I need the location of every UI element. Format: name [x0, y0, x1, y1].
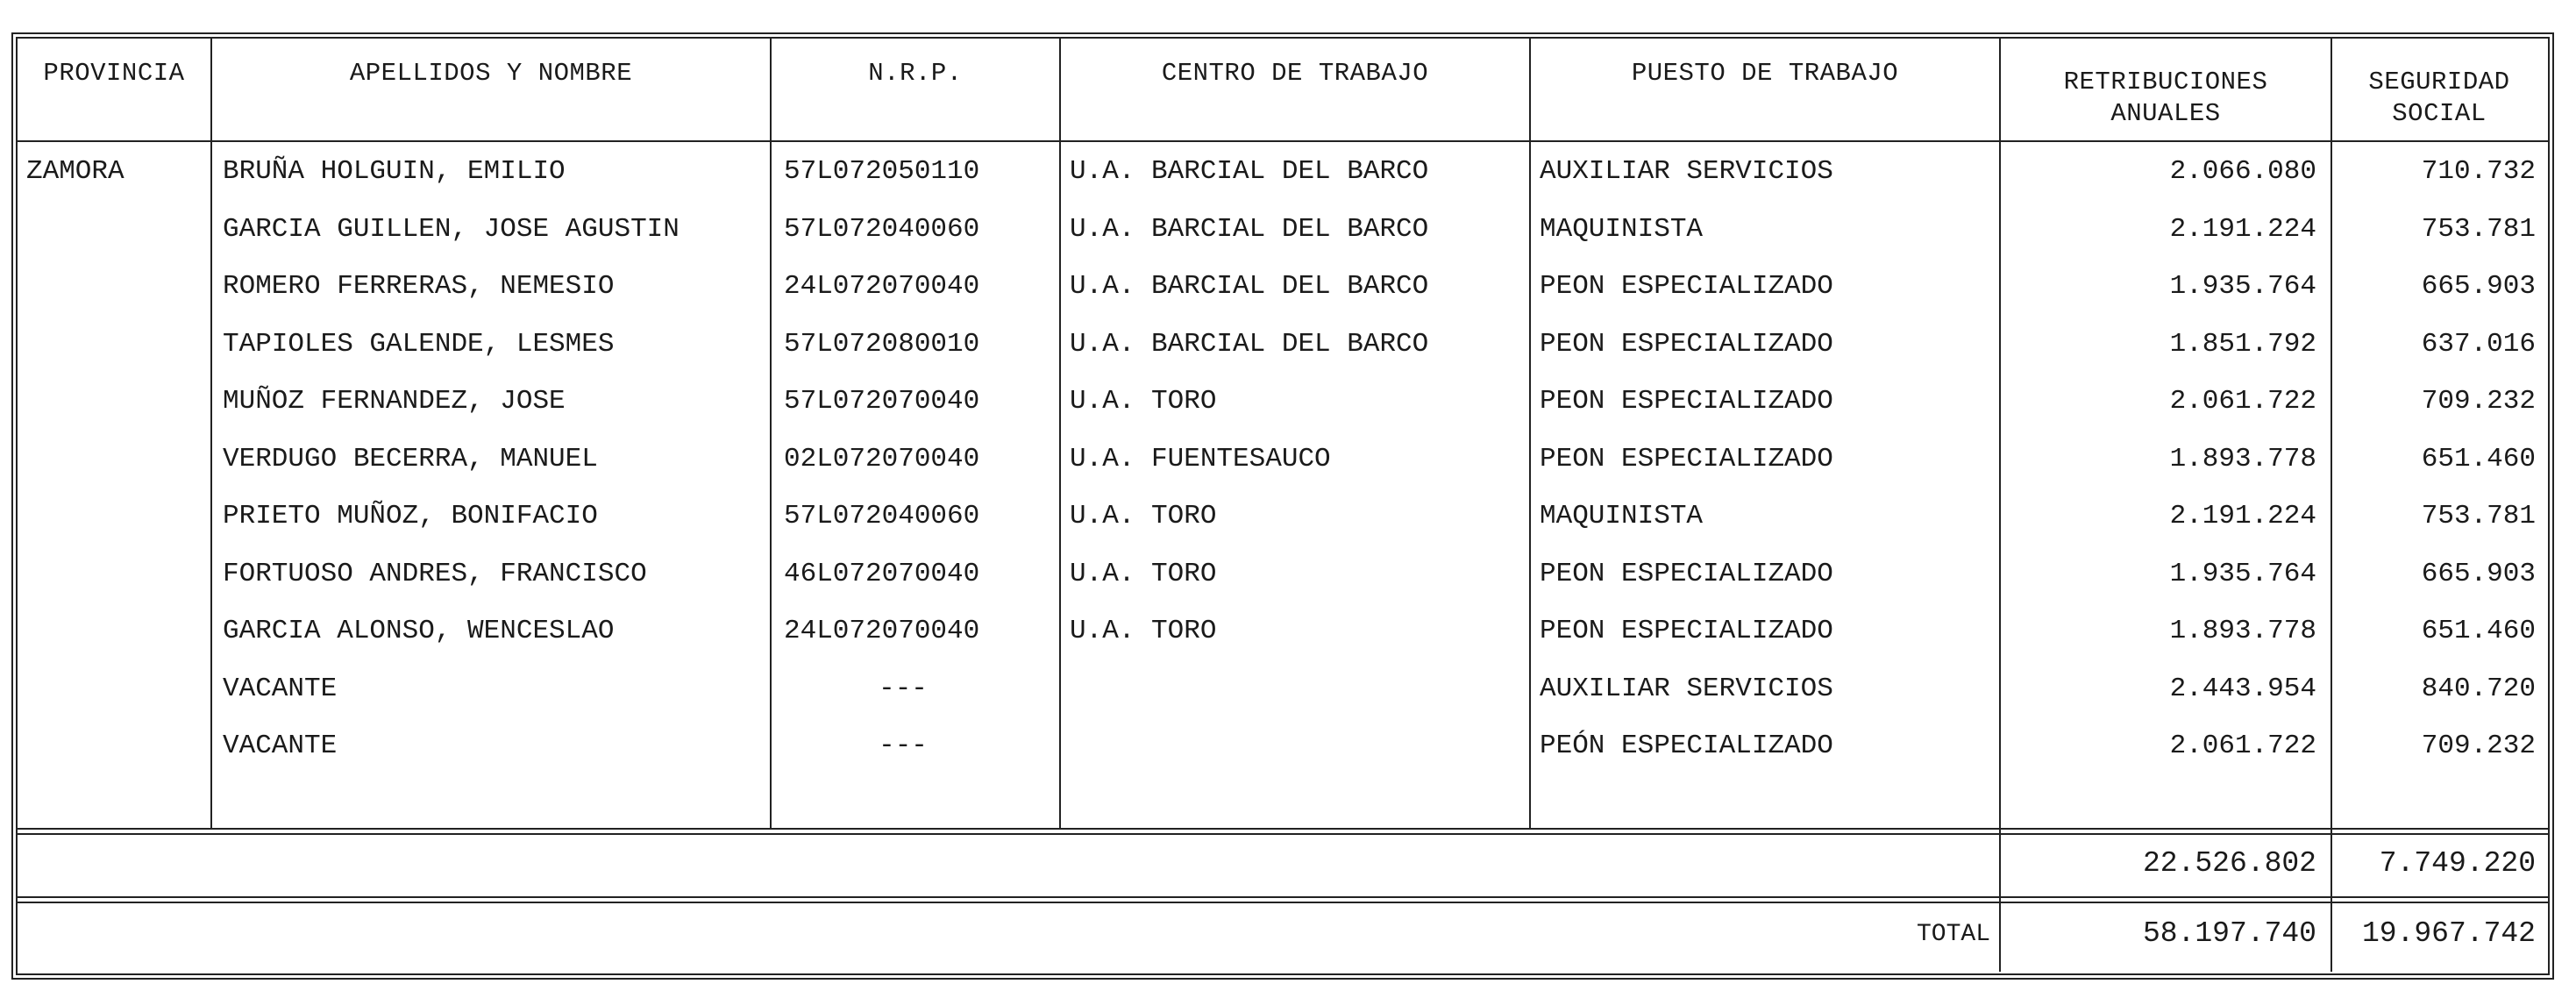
cell-centro: U.A. BARCIAL DEL BARCO	[1070, 156, 1429, 187]
cell-nombre: VACANTE	[223, 731, 338, 761]
cell-nombre: MUÑOZ FERNANDEZ, JOSE	[223, 386, 566, 417]
cell-nrp: 57L072050110	[784, 156, 980, 187]
total-label: TOTAL	[1916, 921, 1990, 948]
cell-retribuciones: 1.935.764	[2169, 558, 2316, 589]
total-rule	[18, 896, 2548, 898]
cell-nrp: 24L072070040	[784, 271, 980, 302]
cell-puesto: AUXILIAR SERVICIOS	[1540, 673, 1833, 704]
cell-seguridad: 651.460	[2421, 616, 2536, 646]
cell-nombre: BRUÑA HOLGUIN, EMILIO	[223, 156, 566, 187]
cell-centro: U.A. FUENTESAUCO	[1070, 443, 1331, 474]
cell-seguridad: 710.732	[2421, 156, 2536, 187]
cell-puesto: PEÓN ESPECIALIZADO	[1540, 731, 1833, 761]
cell-nombre: ROMERO FERRERAS, NEMESIO	[223, 271, 615, 302]
cell-centro: U.A. TORO	[1070, 501, 1217, 531]
cell-puesto: PEON ESPECIALIZADO	[1540, 558, 1833, 589]
cell-nrp: 46L072070040	[784, 558, 980, 589]
total-seguridad: 19.967.742	[2361, 917, 2536, 950]
total-rule-double	[18, 902, 2548, 903]
cell-retribuciones: 2.191.224	[2169, 213, 2316, 245]
cell-puesto: PEON ESPECIALIZADO	[1540, 328, 1833, 360]
header-nrp: N.R.P.	[868, 59, 963, 88]
cell-puesto: PEON ESPECIALIZADO	[1540, 386, 1833, 417]
cell-seguridad: 840.720	[2421, 673, 2536, 704]
cell-nrp: 57L072080010	[784, 328, 980, 360]
cell-puesto: MAQUINISTA	[1540, 501, 1704, 531]
cell-retribuciones: 2.061.722	[2169, 731, 2316, 761]
header-seguridad	[2332, 67, 2546, 130]
header-puesto: PUESTO DE TRABAJO	[1631, 59, 1899, 88]
header-retribuciones-line2: ANUALES	[2110, 99, 2221, 128]
cell-centro: U.A. TORO	[1070, 558, 1217, 589]
cell-seguridad: 709.232	[2421, 731, 2536, 761]
header-retribuciones	[2001, 67, 2330, 130]
col-divider	[1059, 39, 1061, 828]
cell-puesto: PEON ESPECIALIZADO	[1540, 271, 1833, 302]
cell-seguridad: 651.460	[2421, 443, 2536, 474]
cell-retribuciones: 2.191.224	[2169, 501, 2316, 531]
cell-seguridad: 753.781	[2421, 213, 2536, 245]
subtotal-rule-double	[18, 833, 2548, 835]
header-seguridad-line2: SOCIAL	[2392, 99, 2487, 128]
cell-retribuciones: 2.061.722	[2169, 386, 2316, 417]
cell-nombre: VACANTE	[223, 673, 338, 704]
cell-retribuciones: 1.893.778	[2169, 616, 2316, 646]
cell-seguridad: 709.232	[2421, 386, 2536, 417]
total-retribuciones: 58.197.740	[2142, 917, 2316, 950]
cell-seguridad: 753.781	[2421, 501, 2536, 531]
cell-puesto: PEON ESPECIALIZADO	[1540, 443, 1833, 474]
provincia-value: ZAMORA	[26, 156, 125, 187]
cell-nrp: ---	[879, 673, 928, 704]
cell-puesto: PEON ESPECIALIZADO	[1540, 616, 1833, 646]
cell-nombre: PRIETO MUÑOZ, BONIFACIO	[223, 501, 598, 531]
cell-retribuciones: 2.066.080	[2169, 156, 2316, 187]
header-provincia: PROVINCIA	[43, 59, 185, 88]
cell-retribuciones: 2.443.954	[2169, 673, 2316, 704]
cell-nrp: ---	[879, 731, 928, 761]
col-divider	[1529, 39, 1531, 828]
cell-centro: U.A. TORO	[1070, 386, 1217, 417]
cell-nombre: GARCIA ALONSO, WENCESLAO	[223, 616, 615, 646]
cell-retribuciones: 1.893.778	[2169, 443, 2316, 474]
col-divider	[770, 39, 772, 828]
cell-nrp: 24L072070040	[784, 616, 980, 646]
cell-centro: U.A. TORO	[1070, 616, 1217, 646]
cell-retribuciones: 1.851.792	[2169, 328, 2316, 360]
subtotal-rule	[18, 828, 2548, 830]
cell-retribuciones: 1.935.764	[2169, 271, 2316, 302]
cell-nombre: TAPIOLES GALENDE, LESMES	[223, 328, 615, 360]
subtotal-retribuciones: 22.526.802	[2142, 847, 2316, 880]
cell-nrp: 57L072070040	[784, 386, 980, 417]
cell-centro: U.A. BARCIAL DEL BARCO	[1070, 213, 1429, 245]
cell-nombre: VERDUGO BECERRA, MANUEL	[223, 443, 598, 474]
cell-nrp: 57L072040060	[784, 213, 980, 245]
cell-centro: U.A. BARCIAL DEL BARCO	[1070, 328, 1429, 360]
header-seguridad-line1: SEGURIDAD	[2368, 68, 2510, 96]
cell-centro: U.A. BARCIAL DEL BARCO	[1070, 271, 1429, 302]
cell-seguridad: 665.903	[2421, 558, 2536, 589]
subtotal-seguridad: 7.749.220	[2379, 847, 2536, 880]
header-nombre: APELLIDOS Y NOMBRE	[349, 59, 633, 88]
cell-nombre: FORTUOSO ANDRES, FRANCISCO	[223, 558, 647, 589]
cell-nrp: 57L072040060	[784, 501, 980, 531]
header-rule	[18, 140, 2548, 142]
cell-nrp: 02L072070040	[784, 443, 980, 474]
cell-puesto: AUXILIAR SERVICIOS	[1540, 156, 1833, 187]
cell-nombre: GARCIA GUILLEN, JOSE AGUSTIN	[223, 213, 680, 245]
header-retribuciones-line1: RETRIBUCIONES	[2063, 68, 2268, 96]
header-centro: CENTRO DE TRABAJO	[1161, 59, 1429, 88]
cell-puesto: MAQUINISTA	[1540, 213, 1704, 245]
cell-seguridad: 637.016	[2421, 328, 2536, 360]
col-divider	[210, 39, 212, 828]
cell-seguridad: 665.903	[2421, 271, 2536, 302]
